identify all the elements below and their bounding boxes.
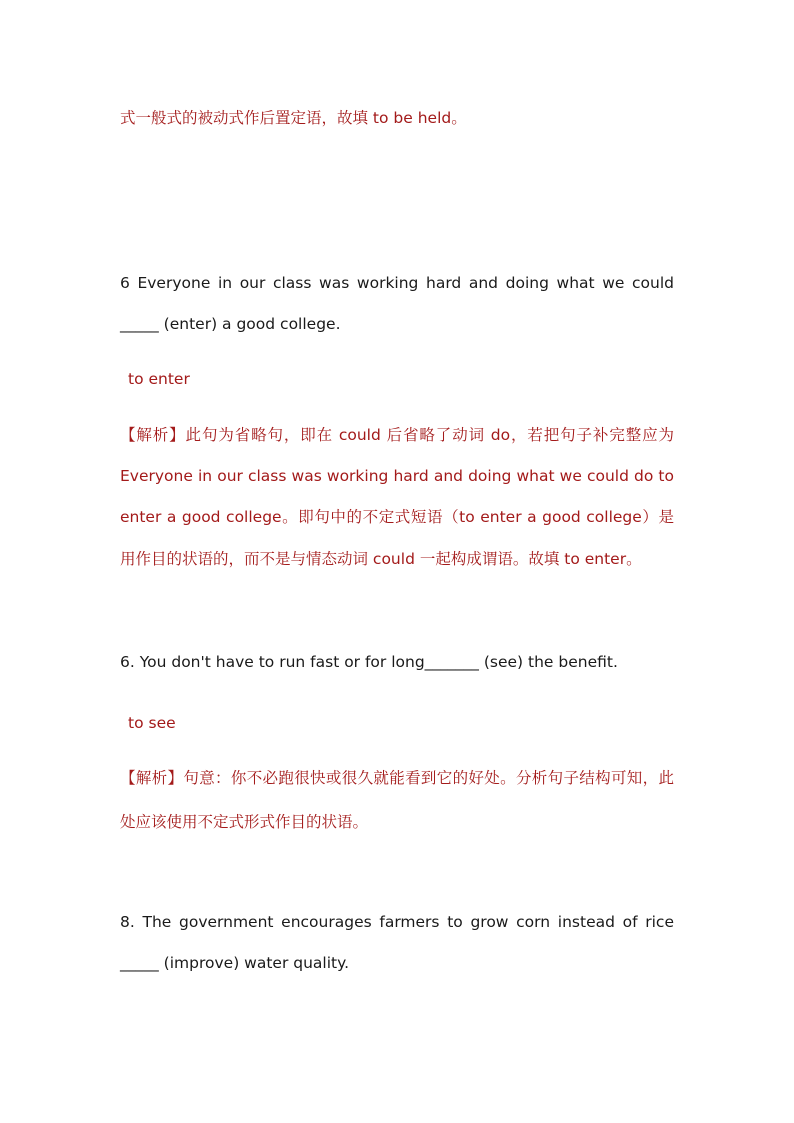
previous-analysis-continuation: 式一般式的被动式作后置定语，故填 to be held。: [120, 109, 467, 127]
question-6a-line-2: _____ (enter) a good college.: [120, 315, 341, 333]
question-6a-line-1: 6 Everyone in our class was working hard and doing what we could: [120, 274, 674, 292]
question-6a-analysis-line-2: Everyone in our class was working hard and doing what we could do to: [120, 467, 674, 485]
question-6a-analysis-line-3: enter a good college。即句中的不定式短语（to enter a good college）是: [120, 508, 674, 526]
question-6b-analysis-line-1: 【解析】句意：你不必跑很快或很久就能看到它的好处。分析句子结构可知，此: [120, 769, 674, 787]
question-6a-answer: to enter: [128, 370, 190, 388]
question-8-line-2: _____ (improve) water quality.: [120, 954, 349, 972]
question-8-line-1: 8. The government encourages farmers to grow corn instead of rice: [120, 913, 674, 931]
question-6b-analysis-line-2: 处应该使用不定式形式作目的状语。: [120, 813, 369, 831]
question-6a-analysis-line-4: 用作目的状语的，而不是与情态动词 could 一起构成谓语。故填 to enter。: [120, 550, 642, 568]
question-6b-line-1: 6. You don't have to run fast or for long_______ (see) the benefit.: [120, 653, 618, 671]
question-6b-answer: to see: [128, 714, 176, 732]
question-6a-analysis-line-1: 【解析】此句为省略句，即在 could 后省略了动词 do，若把句子补完整应为: [120, 426, 674, 444]
